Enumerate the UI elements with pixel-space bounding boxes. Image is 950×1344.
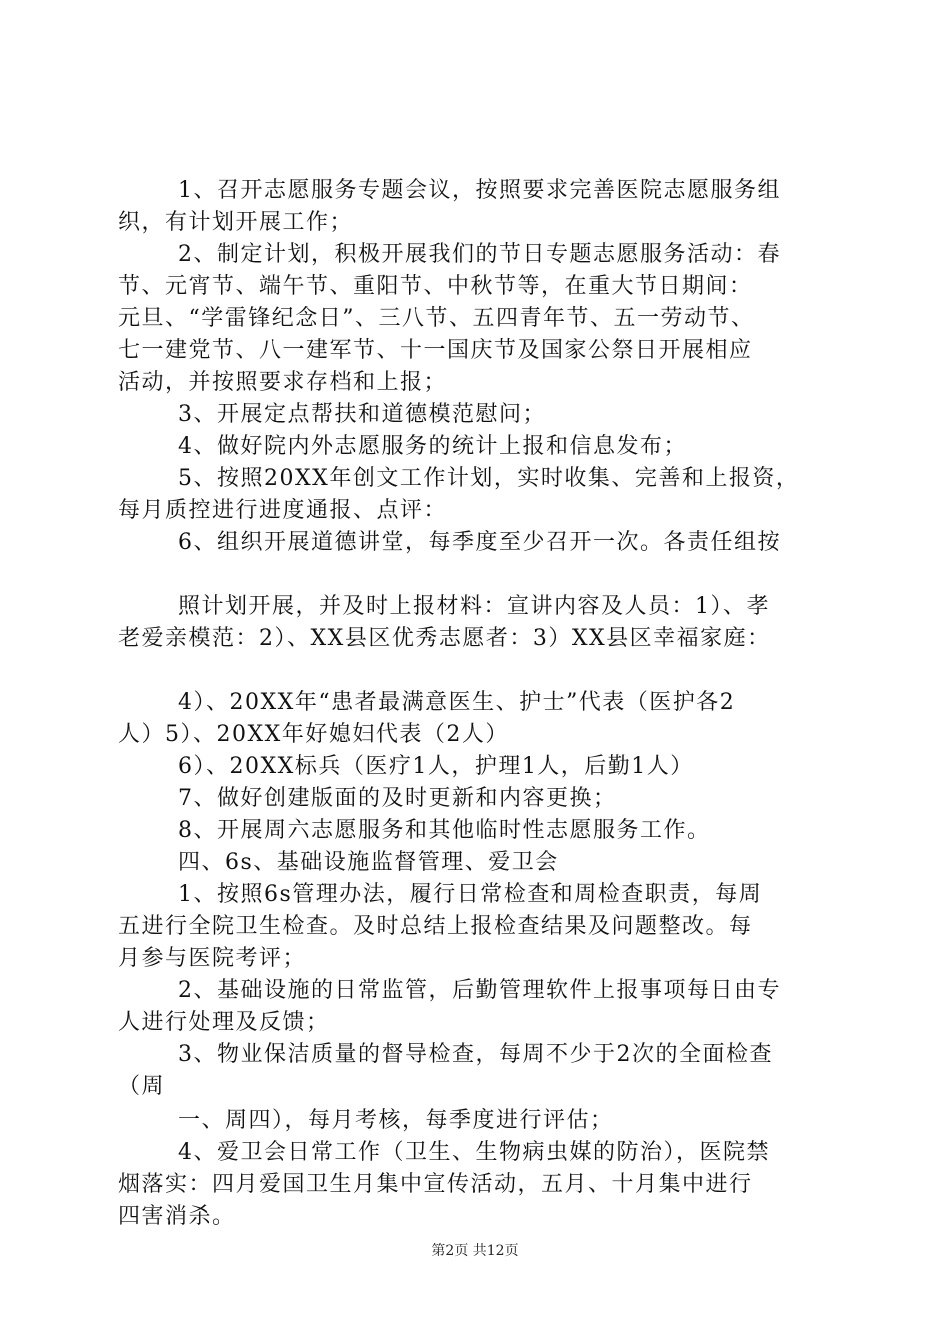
paragraph-line: 织，有计划开展工作； [118,210,354,235]
paragraph-line: 人进行处理及反馈； [118,1010,330,1035]
paragraph-line: 一、周四），每月考核，每季度进行评估； [178,1108,614,1133]
paragraph-line: （周 [118,1074,166,1099]
paragraph-line: 1、召开志愿服务专题会议，按照要求完善医院志愿服务组 [178,178,781,203]
paragraph-line: 烟落实：四月爱国卫生月集中宣传活动，五月、十月集中进行 [118,1172,753,1197]
paragraph-line: 6、组织开展道德讲堂，每季度至少召开一次。各责任组按 [178,530,781,555]
paragraph-line: 4、爱卫会日常工作（卫生、生物病虫媒的防治），医院禁 [178,1140,770,1165]
paragraph-line: 五进行全院卫生检查。及时总结上报检查结果及问题整改。每 [118,914,753,939]
paragraph-line: 6）、20XX标兵（医疗1人，护理1人，后勤1人） [178,754,694,779]
paragraph-line: 2、制定计划，积极开展我们的节日专题志愿服务活动：春 [178,242,781,267]
paragraph-line: 活动，并按照要求存档和上报； [118,370,448,395]
paragraph-line: 7、做好创建版面的及时更新和内容更换； [178,786,617,811]
paragraph-line: 1、按照6s管理办法，履行日常检查和周检查职责，每周 [178,882,763,907]
paragraph-line: 人）5）、20XX年好媳妇代表（2人） [118,722,509,747]
page-number-footer: 第2页 共12页 [431,1243,519,1259]
paragraph-line: 3、物业保洁质量的督导检查，每周不少于2次的全面检查 [178,1042,773,1067]
paragraph-line: 月参与医院考评； [118,946,307,971]
paragraph-line: 5、按照20XX年创文工作计划，实时收集、完善和上报资， [178,466,800,491]
paragraph-line: 节、元宵节、端午节、重阳节、中秋节等，在重大节日期间： [118,274,753,299]
paragraph-line: 元旦、“学雷锋纪念日”、三八节、五四青年节、五一劳动节、 [118,306,755,331]
paragraph-line: 4）、20XX年“患者最满意医生、护士”代表（医护各2 [178,690,736,715]
paragraph-line: 老爱亲模范：2）、XX县区优秀志愿者：3）XX县区幸福家庭： [118,626,771,651]
section-heading: 四、6s、基础设施监督管理、爱卫会 [178,850,559,875]
paragraph-line: 每月质控进行进度通报、点评： [118,498,448,523]
paragraph-line: 3、开展定点帮扶和道德模范慰问； [178,402,546,427]
paragraph-line: 七一建党节、八一建军节、十一国庆节及国家公祭日开展相应 [118,338,753,363]
paragraph-line: 2、基础设施的日常监管，后勤管理软件上报事项每日由专 [178,978,781,1003]
paragraph-line: 四害消杀。 [118,1204,236,1229]
paragraph-line: 8、开展周六志愿服务和其他临时性志愿服务工作。 [178,818,711,843]
paragraph-line: 照计划开展，并及时上报材料：宣讲内容及人员：1）、孝 [178,594,770,619]
paragraph-line: 4、做好院内外志愿服务的统计上报和信息发布； [178,434,687,459]
